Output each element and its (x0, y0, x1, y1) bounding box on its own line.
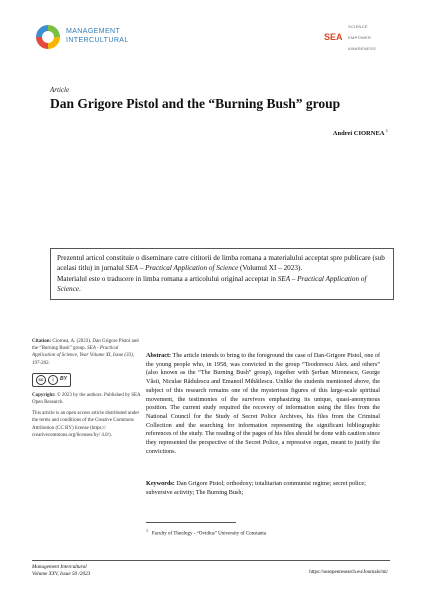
notice-paragraph-1 (57, 253, 387, 274)
sea-logo-empower: EMPOWER (348, 35, 372, 40)
author-name (333, 128, 388, 137)
footnote-text: Faculty of Theology - “Ovidius” University of Constanta (151, 531, 266, 537)
footer-volume: Volume XXV, Issue 50 /2023 (32, 570, 91, 577)
logo-line-1: MANAGEMENT (66, 28, 121, 35)
abstract-label: Abstract: (146, 352, 172, 359)
citation-journal: SEA - Practical Application of Science, Year Volume XI, Issue (33) (32, 346, 133, 359)
footer-journal: Management Intercultural (32, 564, 87, 570)
author-text: Andrei CIORNEA (332, 130, 385, 138)
license-text: This article is an open access article distributed under the terms and conditions of the Creative Commons Attribution (CC BY) license (https:// creativecommons.org/licenses/by/ 4.0/). (32, 411, 140, 438)
copyright-text: © 2023 by the authors. Published by SEA Open Research. (32, 392, 141, 406)
footer-url[interactable]: https://seaopenresearch.eu/Journals/mi/ (309, 570, 388, 575)
notice-p2-text: Materialul este o traducere in limba romana a articolului original acceptat in (57, 274, 278, 283)
by-person-icon: i (48, 375, 58, 385)
citation-pages: , 197-202. (32, 353, 135, 366)
sidebar-metadata (32, 338, 142, 443)
citation (32, 338, 142, 367)
sea-logo-text: SEA (324, 32, 343, 42)
sea-logo (324, 22, 390, 54)
article-type: Article (50, 86, 70, 94)
cc-by-badge[interactable] (32, 373, 71, 387)
journal-logo-text (66, 27, 129, 45)
abstract-text: The article intends to bring to the foreground the case of Dan-Grigore Pistol, one of the young people who, in 1958, was convicted in the group “Teodorescu Alex. and others” (also known as the “The Burning Bush” group), together with Şerban Mironescu, George Văsii, Niculae Rădulescu and Emanoil Mihăilescu. Unlike the students mentioned above, the subject of this research remains one of the mysterious figures of this large-scale spiritual movement, the testimonies of the survivors emphasizing its unique, quasi-anonymous position. The current study required the recovery of information using the files from the National Council for the Study of Secret Police Archives, his files from the Criminal Collection and the searching for information representing the significant bibliographic references of the study. The reading of the pages of his files should be done with caution since they represented the perspective of the Secret Police, a repressive organ, meant to justify the convictions. (146, 352, 380, 455)
sea-logo-science: SCIENCE (348, 24, 368, 29)
author-footnote-mark: 1 (385, 128, 388, 133)
logo-line-2: INTERCULTURAL (66, 37, 129, 44)
keywords-text: Dan Grigore Pistol; orthodoxy; totalitarian communist regime; secret police; subversive activity; The Burning Bush; (146, 480, 366, 496)
notice-p1-volume: (Volumul XI – 2023). (238, 264, 303, 273)
footer-divider (32, 560, 390, 561)
cc-icon: cc (36, 375, 46, 385)
sea-logo-awareness: AWARENESS (348, 46, 376, 51)
cc-label: BY (60, 376, 67, 383)
footnote-divider (146, 522, 236, 523)
citation-label: Citation: (32, 339, 52, 344)
notice-paragraph-2 (57, 274, 387, 295)
footer-journal-info (32, 564, 90, 578)
article-title: Dan Grigore Pistol and the “Burning Bush” group (50, 96, 341, 111)
keywords-label: Keywords: (146, 480, 175, 487)
copyright-label: Copyright: (32, 392, 56, 398)
abstract (146, 352, 380, 456)
copyright (32, 392, 142, 406)
notice-p2-end: . (78, 285, 81, 294)
citation-text: Ciornea, A. (2023). Dan Grigore Pistol and the “Burning Bush” group. (32, 339, 139, 352)
translation-notice (50, 248, 394, 300)
journal-logo (36, 24, 166, 52)
footnote-mark: 1 (146, 528, 148, 533)
notice-p1-journal: SEA – Practical Application of Science (125, 264, 239, 273)
notice-p1-text: Prezentul articol constituie o diseminare catre cititorii de limba romana a materialului acceptat spre publicare (sub acelasi titlu) in jurnalul (57, 254, 385, 273)
notice-p2-journal: SEA – Practical Application of Science (57, 274, 367, 294)
keywords (146, 480, 380, 497)
journal-logo-icon (36, 25, 60, 49)
footnote (146, 528, 266, 537)
